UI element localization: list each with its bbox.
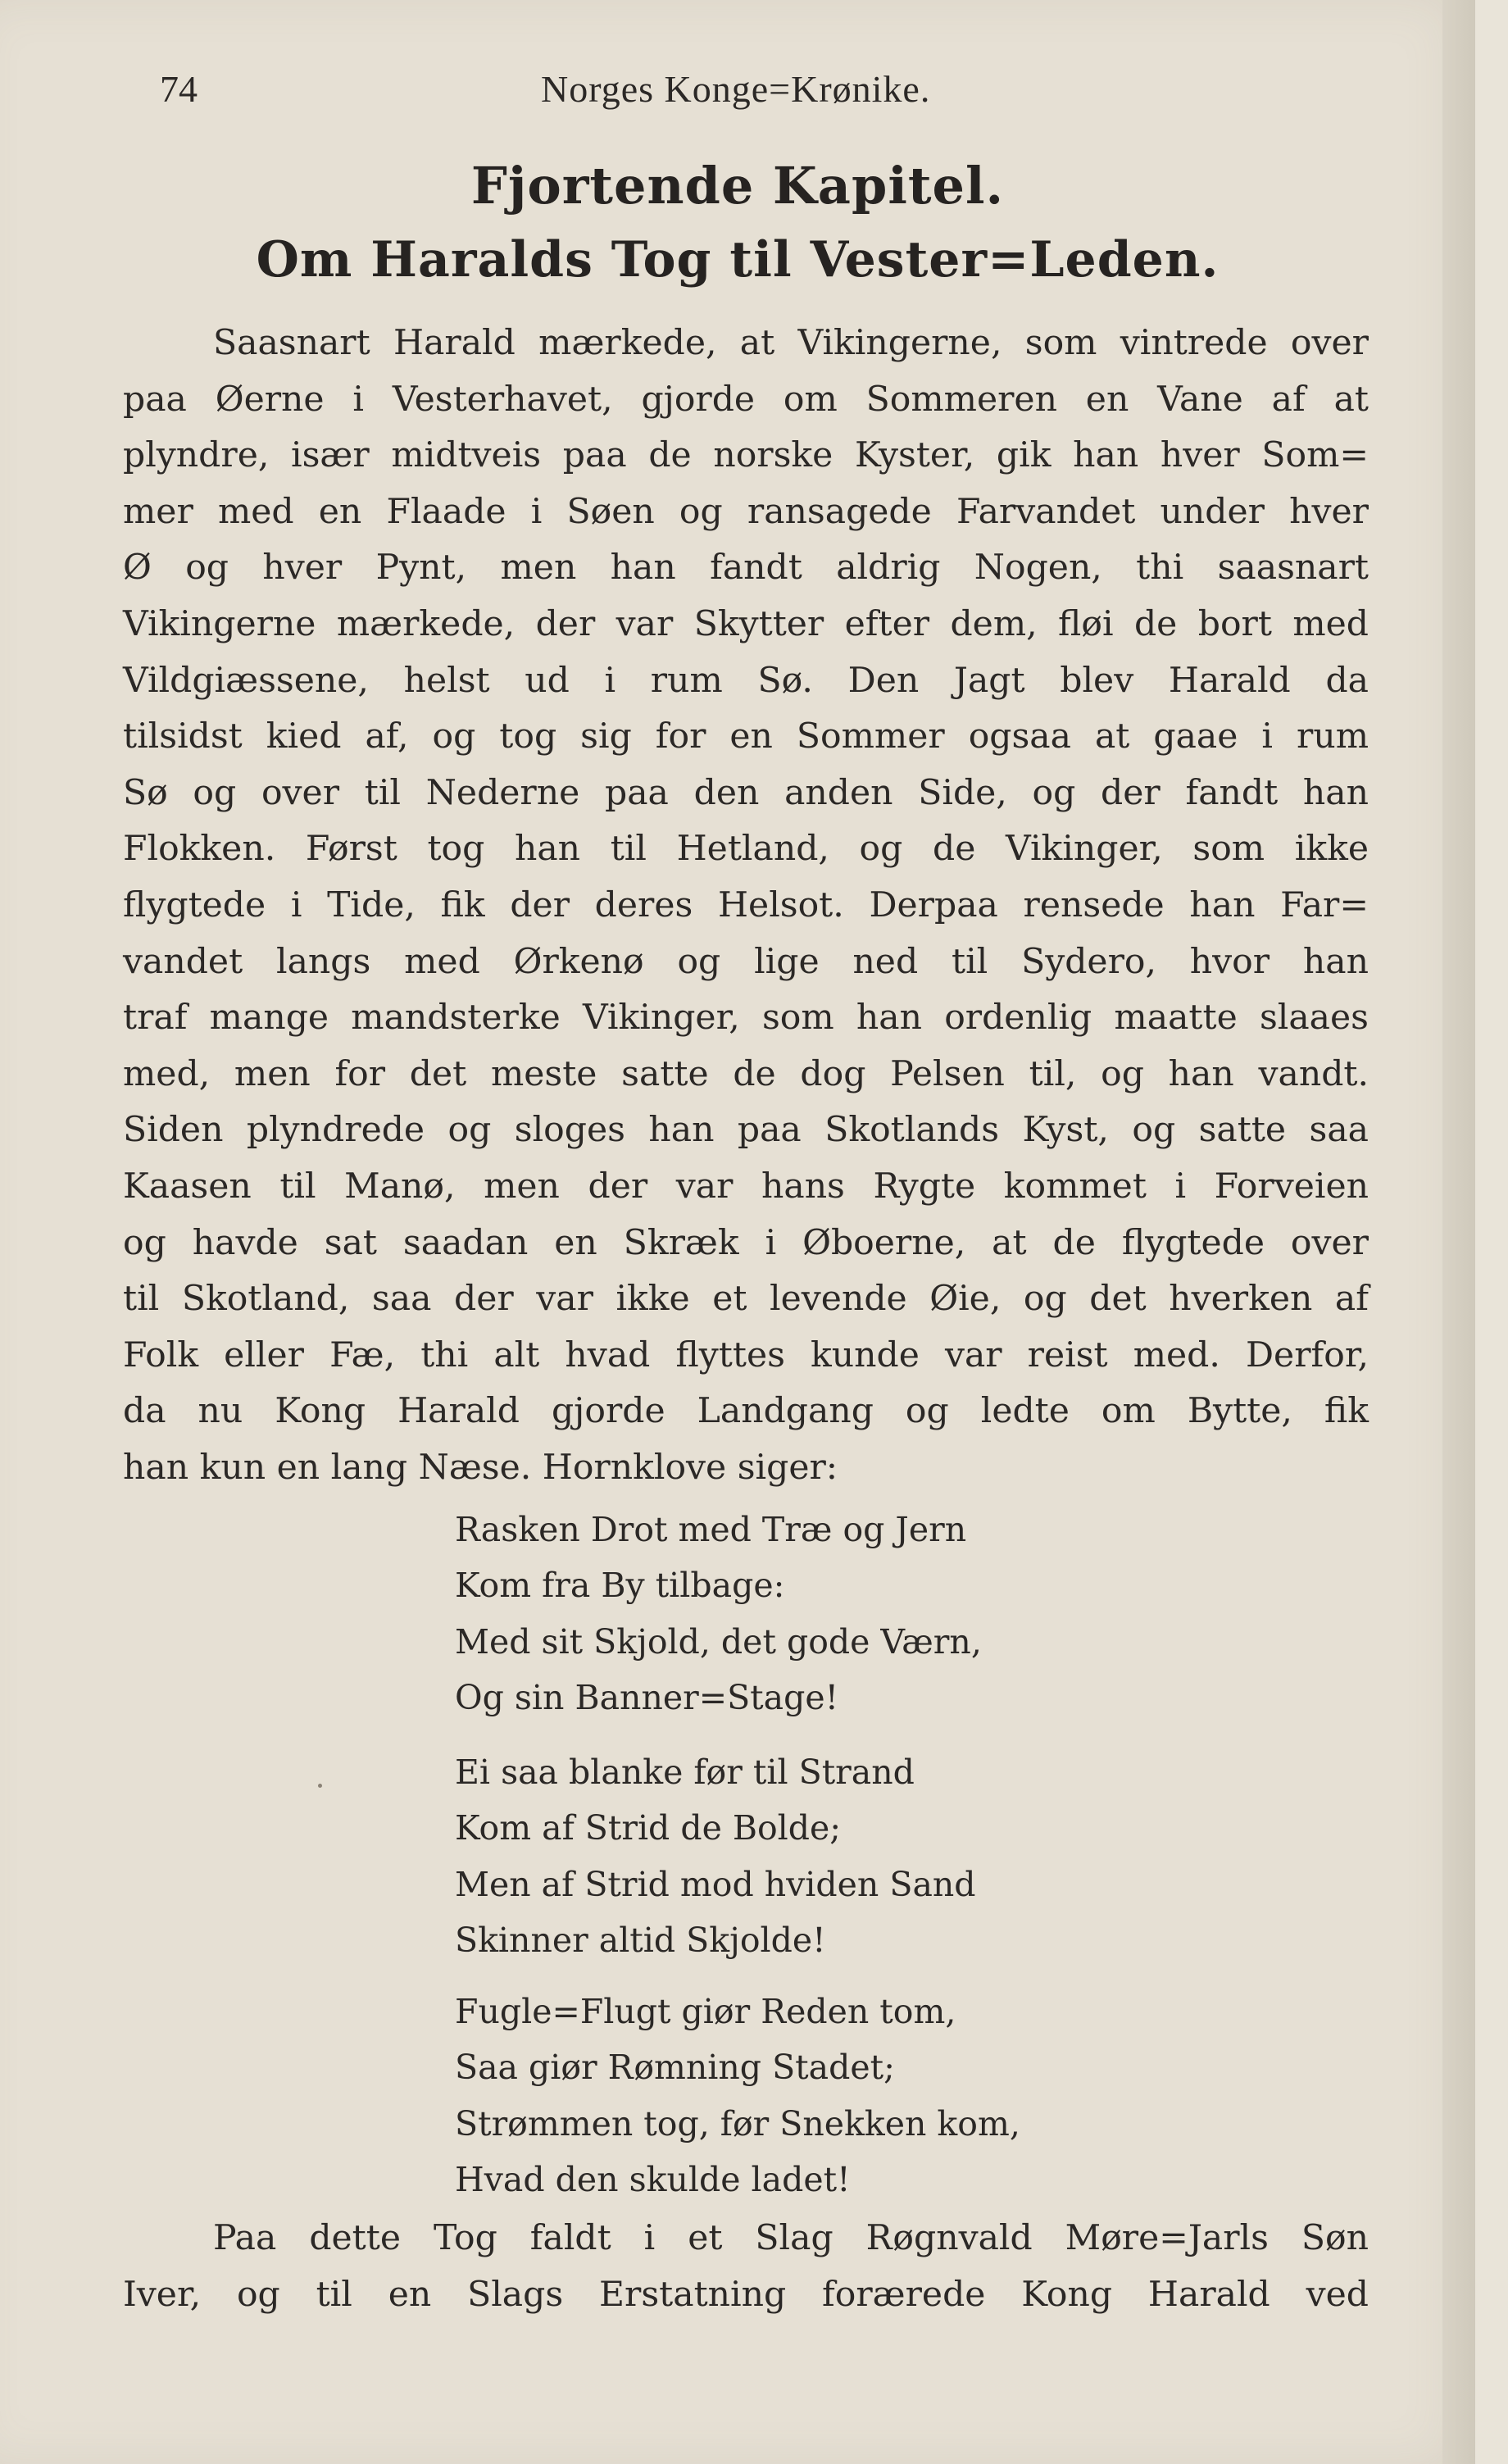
text-line: mer med en Flaade i Søen og ransagede Farvandet under hver	[123, 491, 1369, 532]
verse-line: Strømmen tog, før Snekken kom,	[455, 2103, 1020, 2143]
text-line: vandet langs med Ørkenø og lige ned til Sydero, hvor han	[123, 941, 1369, 982]
text-line: til Skotland, saa der var ikke et levende Øie, og det hverken af	[123, 1279, 1369, 1320]
text-line: Sø og over til Nederne paa den anden Side, og der fandt han	[123, 772, 1369, 813]
poem-stanza-2	[455, 1744, 976, 1969]
text-line: flygtede i Tide, fik der deres Helsot. Derpaa rensede han Far=	[123, 884, 1369, 925]
running-head	[160, 67, 1250, 116]
chapter-title: Fjortende Kapitel.	[470, 156, 1005, 216]
verse-line: Ei saa blanke før til Strand	[455, 1753, 915, 1792]
verse-line: Fugle=Flugt giør Reden tom,	[455, 1992, 956, 2031]
text-line: Iver, og til en Slags Erstatning forærede Kong Harald ved	[123, 2274, 1369, 2315]
text-line: med, men for det meste satte de dog Pelsen til, og han vandt.	[123, 1053, 1369, 1094]
text-line: han kun en lang Næse. Hornklove siger:	[123, 1447, 838, 1488]
text-line: traf mange mandsterke Vikinger, som han ordenlig maatte slaaes	[123, 998, 1369, 1039]
text-line: og havde sat saadan en Skræk i Øboerne, at de flygtede over	[123, 1222, 1369, 1263]
verse-line: Med sit Skjold, det gode Værn,	[455, 1621, 982, 1662]
paragraph-2	[123, 2211, 1369, 2323]
text-line: Flokken. Først tog han til Hetland, og de Vikinger, som ikke	[123, 829, 1369, 870]
text-line: Siden plyndrede og sloges han paa Skotlands Kyst, og satte saa	[123, 1110, 1369, 1151]
page-number: 74	[160, 68, 198, 110]
verse-line: Saa giør Rømning Stadet;	[455, 2048, 895, 2088]
page-edge	[1442, 0, 1475, 2464]
verse-line: Hvad den skulde ladet!	[455, 2160, 851, 2200]
text-line: Paa dette Tog faldt i et Slag Røgnvald Møre=Jarls Søn	[213, 2218, 1369, 2258]
verse-line: Rasken Drot med Træ og Jern	[455, 1510, 967, 1549]
verse-line: Men af Strid mod hviden Sand	[455, 1864, 976, 1904]
text-line: Ø og hver Pynt, men han fandt aldrig Nogen, thi saasnart	[123, 548, 1369, 589]
text-line: plyndre, især midtveis paa de norske Kyster, gik han hver Som=	[123, 435, 1369, 476]
verse-line: Og sin Banner=Stage!	[455, 1678, 839, 1718]
poem-stanza-1	[455, 1502, 982, 1726]
poem-stanza-3	[455, 1984, 1020, 2208]
chapter-subtitle: Om Haralds Tog til Vester=Leden.	[256, 231, 1220, 289]
running-title: Norges Konge=Krønike.	[541, 68, 931, 110]
verse-line: Skinner altid Skjolde!	[455, 1921, 826, 1961]
text-line: da nu Kong Harald gjorde Landgang og ledte om Bytte, fik	[123, 1391, 1369, 1432]
text-line: Vildgiæssene, helst ud i rum Sø. Den Jagt blev Harald da	[123, 660, 1369, 701]
paragraph-1	[123, 316, 1369, 1496]
text-line: Vikingerne mærkede, der var Skytter efter dem, fløi de bort med	[123, 603, 1369, 644]
text-line: Kaasen til Manø, men der var hans Rygte kommet i Forveien	[123, 1166, 1369, 1207]
verse-line: Kom fra By tilbage:	[455, 1566, 785, 1606]
ink-speck	[318, 1784, 322, 1788]
text-line: tilsidst kied af, og tog sig for en Sommer ogsaa at gaae i rum	[123, 716, 1369, 757]
verse-line: Kom af Strid de Bolde;	[455, 1808, 842, 1848]
text-line: Saasnart Harald mærkede, at Vikingerne, som vintrede over	[213, 323, 1369, 363]
text-line: paa Øerne i Vesterhavet, gjorde om Sommeren en Vane af at	[123, 379, 1369, 420]
text-line: Folk eller Fæ, thi alt hvad flyttes kunde var reist med. Derfor,	[123, 1334, 1369, 1375]
